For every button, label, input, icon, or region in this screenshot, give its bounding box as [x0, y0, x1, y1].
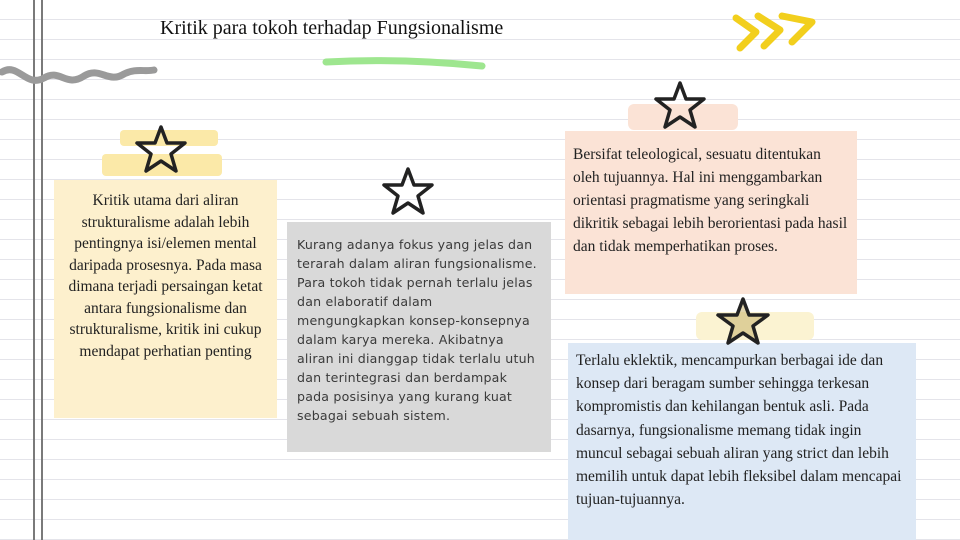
chevrons-icon	[728, 10, 824, 56]
critique-card-2	[287, 222, 551, 452]
critique-card-4	[568, 343, 916, 540]
slide-title: Kritik para tokoh terhadap Fungsionalisme	[160, 17, 504, 39]
critique-card-1	[54, 180, 277, 418]
critique-card-3	[565, 131, 857, 294]
critique-text-2: Kurang adanya fokus yang jelas dan terarah dalam aliran fungsionalisme. Para tokoh tidak pernah terlalu jelas dan elaboratif dalam mengungkapkan konsep-konsepnya dalam karya mereka. Akibatnya aliran ini dianggap tidak terlalu utuh dan terintegrasi dan berdampak pada posisinya yang kurang kuat sebagai sebuah sistem.	[297, 237, 537, 423]
critique-text-4: Terlalu eklektik, mencampurkan berbagai ide dan konsep dari beragam sumber sehingga terkesan kompromistis dan kehilangan bentuk asli. Pada dasarnya, fungsionalisme memang tidak ingin muncul sebagai sebuah aliran yang strict dan lebih memilih untuk dapat lebih fleksibel dalam mencapai tujuan-tujuannya.	[576, 352, 902, 509]
star-icon	[652, 80, 708, 130]
critique-text-3: Bersifat teleological, sesuatu ditentukan oleh tujuannya. Hal ini menggambarkan orientasi pragmatisme yang seringkali dikritik sebagai lebih berorientasi pada hasil dan tidak memperhatikan proses.	[573, 146, 848, 255]
star-icon	[714, 296, 772, 346]
star-icon	[133, 124, 189, 174]
green-highlight-stroke	[320, 54, 490, 76]
squiggle-icon	[0, 58, 160, 98]
critique-text-1: Kritik utama dari aliran strukturalisme adalah lebih pentingnya isi/elemen mental daripada prosesnya. Pada masa dimana terjadi persaingan ketat antara fungsionalisme dan strukturalisme, kritik ini cukup mendapat perhatian penting	[68, 192, 263, 360]
star-icon	[380, 166, 436, 216]
